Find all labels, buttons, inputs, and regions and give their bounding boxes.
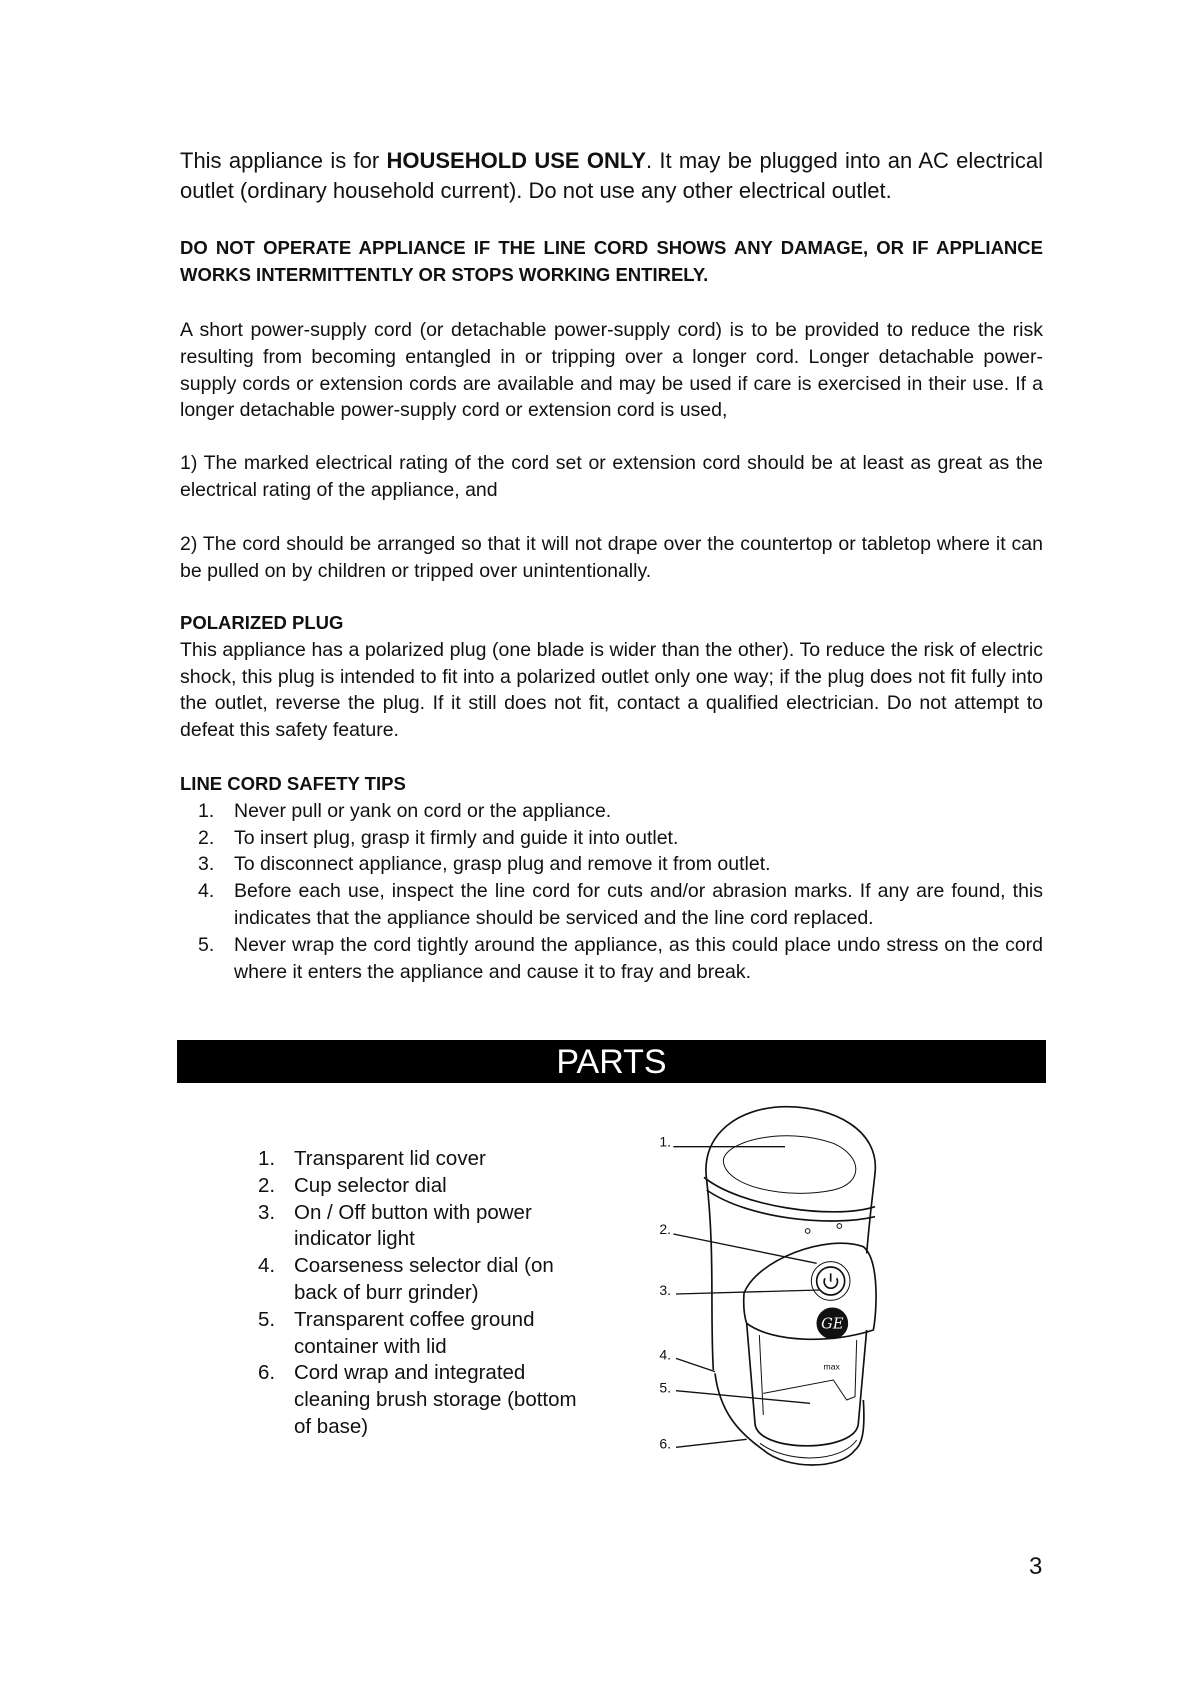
list-item [258,1253,598,1307]
item-text: Coarseness selector dial (on back of burr grinder) [294,1254,554,1304]
item-text: On / Off button with power indicator light [294,1200,532,1251]
max-mark: max [823,1361,840,1372]
item-number: 1. [198,799,215,822]
ge-logo-text: GE [821,1315,844,1333]
parts-title-bar: PARTS [177,1040,1046,1083]
list-item [180,851,1043,878]
tips-section [180,771,1043,985]
item-number: 4. [198,880,215,903]
item-text: To insert plug, grasp it firmly and guide it into outlet. [234,826,679,849]
indicator-dot [805,1229,810,1234]
list-item [258,1146,598,1173]
item-text: Transparent coffee ground container with lid [294,1307,535,1358]
callout-6: 6. [659,1435,672,1452]
warning-paragraph: DO NOT OPERATE APPLIANCE IF THE LINE CORD SHOWS ANY DAMAGE, OR IF APPLIANCE WORKS INTERMITTENTLY OR STOPS WORKING ENTIRELY. [180,237,1043,285]
list-item [258,1307,598,1361]
list-item [180,932,1043,986]
item-number: 2. [258,1173,276,1197]
callout-5: 5. [659,1379,672,1396]
intro-paragraph [180,146,1043,206]
page-number: 3 [1029,1553,1043,1580]
item-text: Cord wrap and integrated cleaning brush storage (bottom of base) [294,1361,577,1438]
item-text: Before each use, inspect the line cord for cuts and/or abrasion marks. If any are found, this indicates that the appliance should be serviced and the line cord replaced. [234,880,1043,929]
lid-band [707,1190,875,1221]
tips-list [180,798,1043,986]
item-number: 5. [198,933,215,956]
callout-3: 3. [659,1282,672,1298]
indicator-dot [837,1224,842,1229]
cord-rule-2: 2) The cord should be arranged so that it will not drape over the countertop or tabletop where it can be pulled on by children or tripped over unintentionally. [180,533,1043,582]
cord-paragraph: A short power-supply cord (or detachable power-supply cord) is to be provided to reduce the risk resulting from becoming entangled in or tripping over a longer cord. Longer detachable power-supply cords or extension cords are available and may be used if care is exercised in their use. If a longer detachable power-supply cord or extension cord is used, [180,319,1043,422]
item-text: Transparent lid cover [294,1147,486,1170]
list-item [258,1200,598,1254]
intro-bold: HOUSEHOLD USE ONLY [386,148,646,173]
power-icon [824,1273,837,1288]
intro-text-2: . It may be plugged into an AC electrical outlet (ordinary household current). Do not use any other electrical outlet. [180,148,1043,203]
list-item [180,878,1043,932]
item-number: 4. [258,1254,276,1278]
base-band [760,1440,857,1458]
item-number: 6. [258,1361,276,1385]
parts-list [258,1146,598,1441]
polarized-text: This appliance has a polarized plug (one blade is wider than the other). To reduce the risk of electric shock, this plug is intended to fit into a polarized outlet only one way; if the plug does not fit fully into the outlet, reverse the plug. If it still does not fit, contact a qualified electrician. Do not attempt to defeat this safety feature. [180,638,1043,742]
polarized-heading: POLARIZED PLUG [180,612,344,633]
list-item [180,798,1043,825]
coffee-grinder-diagram [600,1080,1191,1480]
polarized-section [180,610,1043,744]
tips-heading: LINE CORD SAFETY TIPS [180,773,406,794]
list-item [258,1173,598,1200]
item-text: Never pull or yank on cord or the appliance. [234,799,612,822]
callout-2: 2. [659,1221,672,1237]
item-number: 1. [258,1147,276,1170]
callout-1: 1. [659,1133,672,1150]
item-text: To disconnect appliance, grasp plug and remove it from outlet. [234,853,771,876]
leader-lines [673,1147,820,1448]
item-number: 3. [258,1200,276,1224]
item-text: Cup selector dial [294,1173,447,1197]
lid-window [723,1136,856,1194]
item-number: 3. [198,853,215,876]
callout-4: 4. [659,1346,672,1363]
intro-text: This appliance is for [180,148,387,173]
item-number: 5. [258,1307,276,1331]
list-item [180,825,1043,852]
item-text: Never wrap the cord tightly around the appliance, as this could place undo stress on the cord where it enters the appliance and cause it to fray and break. [234,933,1043,983]
item-number: 2. [198,826,215,849]
cord-rule-1: 1) The marked electrical rating of the cord set or extension cord should be at least as great as the electrical rating of the appliance, and [180,452,1043,501]
list-item [258,1360,598,1440]
